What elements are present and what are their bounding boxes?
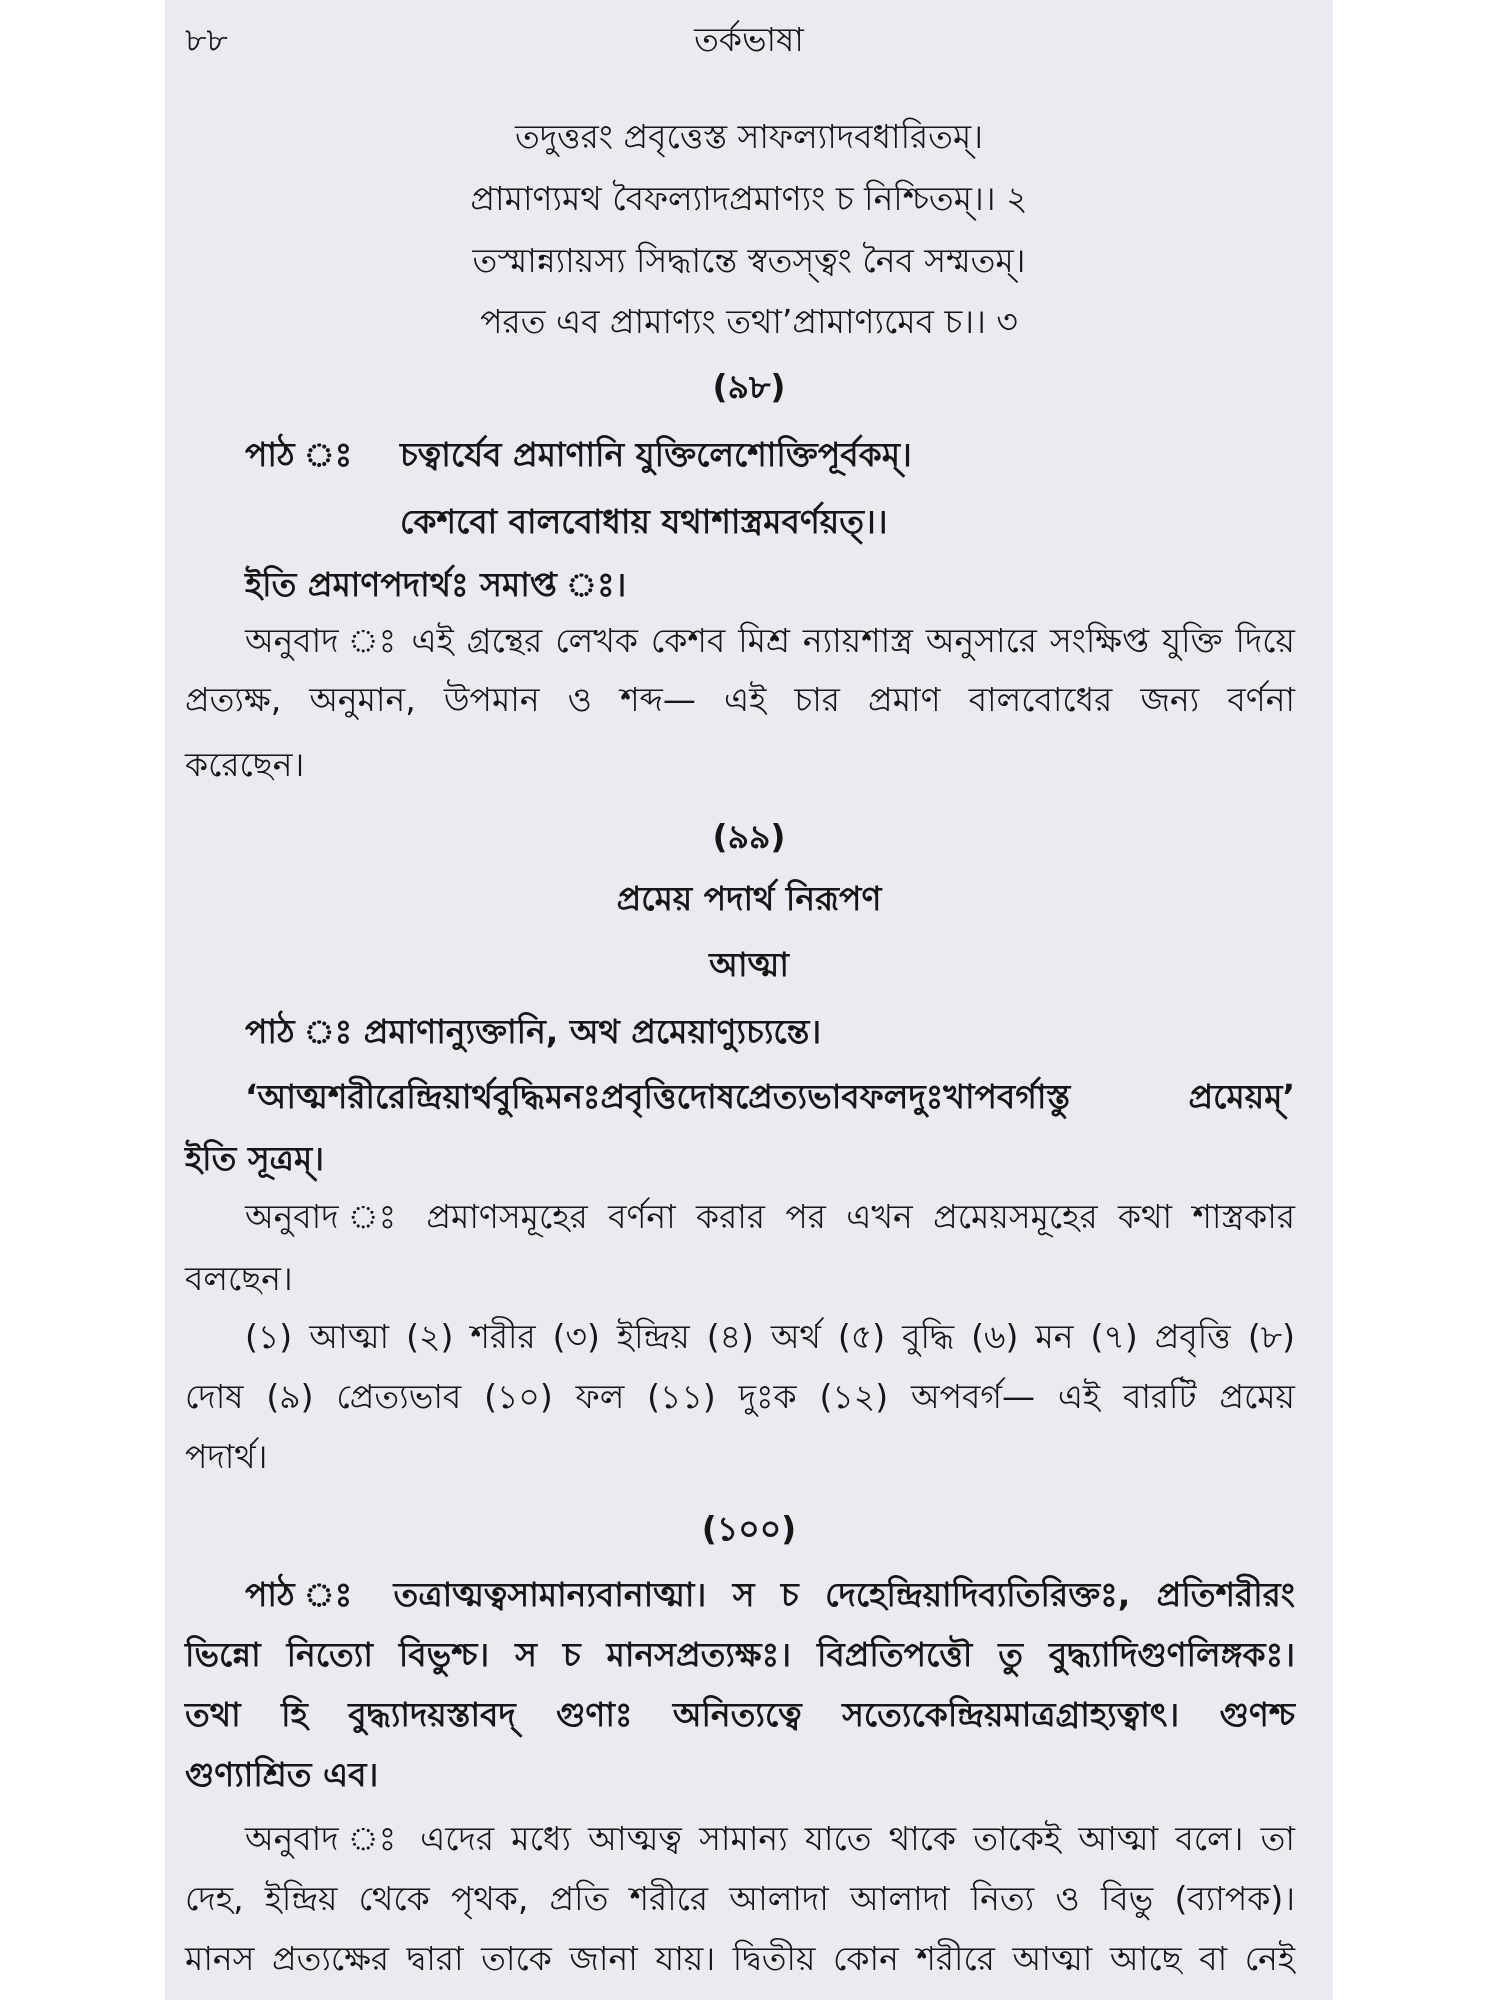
- list-line: (১) আত্মা (২) শরীর (৩) ইন্দ্রিয় (৪) অর্থ (৫) বুদ্ধি (৬) মন (৭) প্রবৃত্তি (৮): [245, 1317, 1295, 1356]
- path-line: গুণ্যাশ্রিত এব।: [185, 1755, 379, 1794]
- path-line: তথা হি বুদ্ধ্যাদয়স্তাবদ্ গুণাঃ অনিত্যত্বে সত্যেকেন্দ্রিয়মাত্রগ্রাহ্যত্বাৎ। গুণশ্চ: [185, 1695, 1295, 1734]
- running-title: তর্কভাষা: [694, 20, 804, 59]
- translation-line: করেছেন।: [185, 745, 305, 784]
- sutra-line: ইতি সূত্রম্।: [185, 1139, 325, 1178]
- path-verse-line: চত্বার্যেব প্রমাণানি যুক্তিলেশোক্তিপূর্বকম্।: [400, 435, 912, 474]
- path-line: ভিন্নো নিত্যো বিভুশ্চ। স চ মানসপ্রত্যক্ষঃ। বিপ্রতিপত্তৌ তু বুদ্ধ্যাদিগুণলিঙ্গকঃ।: [185, 1635, 1295, 1674]
- conclusion-line: ইতি প্রমাণপদার্থঃ সমাপ্ত ঃ।: [245, 565, 627, 604]
- page-number: ৮৮: [185, 20, 228, 59]
- list-line: দোষ (৯) প্রেত্যভাব (১০) ফল (১১) দুঃক (১২) অপবর্গ— এই বারটি প্রমেয়: [185, 1377, 1295, 1416]
- path-line: পাঠ ঃ তত্রাত্মত্বসামান্যবানাত্মা। স চ দেহেন্দ্রিয়াদিব্যতিরিক্তঃ, প্রতিশরীরং: [245, 1575, 1295, 1614]
- verse-line: তস্মান্ন্যায়স্য সিদ্ধান্তে স্বতস্ত্বং নৈব সম্মতম্।: [472, 241, 1026, 280]
- list-line: পদার্থ।: [185, 1437, 268, 1476]
- verse-line: তদুত্তরং প্রবৃত্তেস্ত সাফল্যাদবধারিতম্।: [514, 117, 984, 156]
- verse-line: প্রামাণ্যমথ বৈফল্যাদপ্রমাণ্যং চ নিশ্চিতম্।। ২: [470, 179, 1028, 218]
- path-verse-line: কেশবো বালবোধায় যথাশাস্ত্রমবর্ণয়ত্।।: [400, 502, 888, 541]
- section-subheading: আত্মা: [709, 945, 789, 984]
- book-page: [165, 0, 1333, 2000]
- section-number: (৯৯): [712, 817, 786, 856]
- verse-line: পরত এব প্রামাণ্যং তথা’প্রামাণ্যমেব চ।। ৩: [480, 302, 1018, 341]
- translation-line: অনুবাদ ঃ প্রমাণসমূহের বর্ণনা করার পর এখন প্রমেয়সমূহের কথা শাস্ত্রকার: [245, 1197, 1295, 1236]
- translation-line: মানস প্রত্যক্ষের দ্বারা তাকে জানা যায়। দ্বিতীয় কোন শরীরে আত্মা আছে বা নেই: [185, 1939, 1295, 1978]
- section-heading: প্রমেয় পদার্থ নিরূপণ: [616, 879, 882, 918]
- path-line: পাঠ ঃ প্রমাণান্যুক্তানি, অথ প্রমেয়াণ্যুচ্যন্তে।: [245, 1012, 822, 1051]
- section-number: (৯৮): [712, 367, 786, 406]
- sutra-line: ‘আত্মশরীরেন্দ্রিয়ার্থবুদ্ধিমনঃপ্রবৃত্তিদোষপ্রেত্যভাবফলদুঃখাপবর্গাস্তু প্রমেয়ম্’: [245, 1077, 1295, 1116]
- section-number: (১০০): [701, 1509, 797, 1548]
- translation-line: অনুবাদ ঃ এদের মধ্যে আত্মত্ব সামান্য যাতে থাকে তাকেই আত্মা বলে। তা: [245, 1819, 1295, 1858]
- translation-line: বলছেন।: [185, 1259, 293, 1298]
- translation-line: দেহ, ইন্দ্রিয় থেকে পৃথক, প্রতি শরীরে আলাদা আলাদা নিত্য ও বিভু (ব্যাপক)।: [185, 1879, 1295, 1918]
- translation-line: প্রত্যক্ষ, অনুমান, উপমান ও শব্দ— এই চার প্রমাণ বালবোধের জন্য বর্ণনা: [185, 680, 1295, 719]
- path-label: পাঠ ঃ: [245, 435, 353, 474]
- translation-line: অনুবাদ ঃ এই গ্রন্থের লেখক কেশব মিশ্র ন্যায়শাস্ত্র অনুসারে সংক্ষিপ্ত যুক্তি দিয়ে: [245, 621, 1295, 660]
